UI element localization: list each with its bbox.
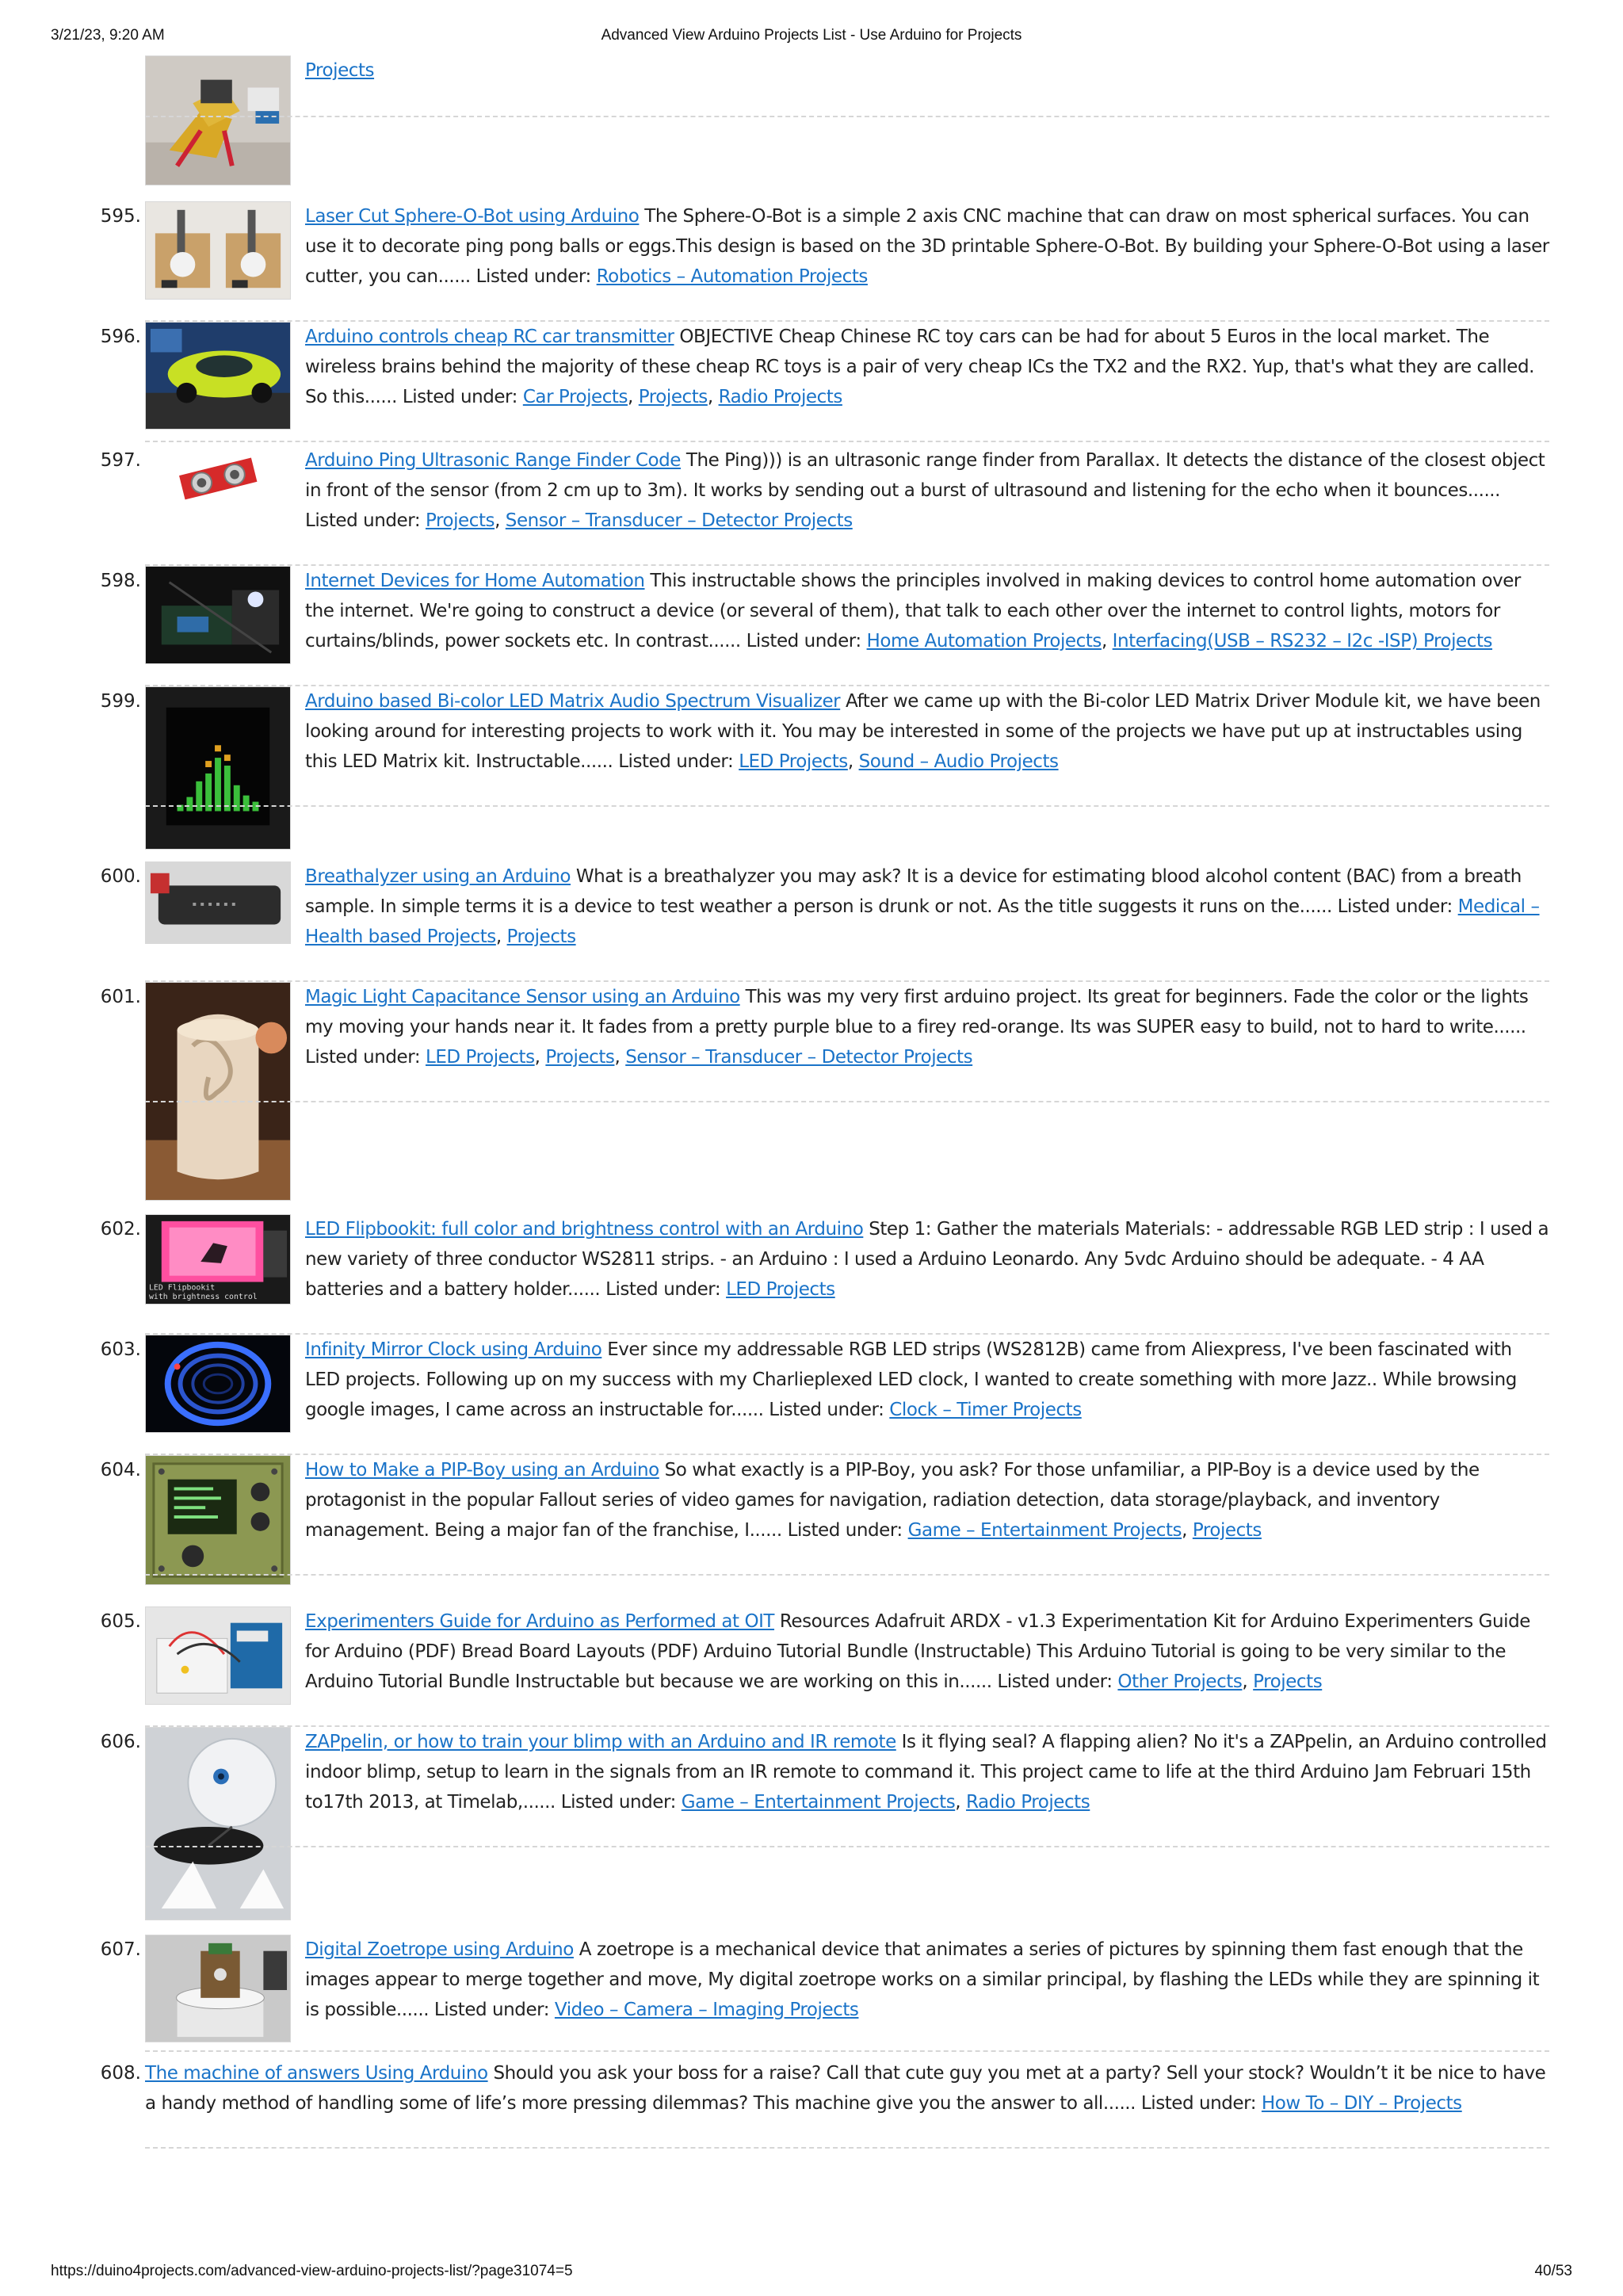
item-separator bbox=[145, 441, 1549, 442]
category-link[interactable]: Medical – Health based Projects bbox=[305, 896, 1540, 947]
item-number: 596. bbox=[100, 327, 141, 347]
item-text bbox=[305, 55, 1549, 86]
category-link[interactable]: Projects bbox=[506, 926, 576, 947]
category-link[interactable]: Projects bbox=[638, 387, 708, 407]
print-footer bbox=[51, 2263, 1572, 2283]
project-title-link[interactable]: Arduino controls cheap RC car transmitter bbox=[305, 327, 674, 347]
item-separator bbox=[145, 1101, 1549, 1102]
item-number: 608. bbox=[100, 2063, 141, 2084]
item-number: 603. bbox=[100, 1339, 141, 1360]
item-description: OBJECTIVE Cheap Chinese RC toy cars can be had for about 5 Euros in the local market. The wireless brains behind the majority of these cheap RC toys is a pair of very cheap ICs the TX2 and the RX2. Yup, that's what they are called. So this...... Listed under: bbox=[305, 327, 1534, 407]
project-thumbnail-magic-light[interactable] bbox=[145, 982, 291, 1201]
item-number: 600. bbox=[100, 866, 141, 887]
item-separator bbox=[145, 2050, 1549, 2052]
category-link[interactable]: Sound – Audio Projects bbox=[858, 751, 1059, 772]
category-link[interactable]: Game – Entertainment Projects bbox=[907, 1520, 1182, 1541]
item-description: The Ping))) is an ultrasonic range finder from Parallax. It detects the distance of the closest object in front of the sensor (from 2 cm up to 3m). It works by sending out a burst of ultrasound and listening for the echo when it bounces...... Listed under: bbox=[305, 450, 1545, 531]
item-text: ZAPpelin, or how to train your blimp with an Arduino and IR remote Is it flying seal? A flapping alien? No it's a ZAPpelin, an Arduino controlled indoor blimp, setup to learn in the signals from an IR remote to command it. This project came to life at the third Arduino Jam Februari 15th to17th 2013, at Timelab,...... Listed under: Game – Entertainment Projects, Radio Projects bbox=[305, 1732, 1547, 1813]
item-text bbox=[305, 1214, 1549, 1305]
item-text: Experimenters Guide for Arduino as Performed at OIT Resources Adafruit ARDX - v1.3 Experimentation Kit for Arduino Experimenters Guide for Arduino (PDF) Bread Board Layouts (PDF) Arduino Tutorial Bundle (Instructable) This Arduino Tutorial is going to be very similar to the Arduino Tutorial Bundle Instructable but because we are working on this in...... Listed under: Other Projects, Projects bbox=[305, 1611, 1530, 1692]
project-thumbnail-breathalyzer[interactable] bbox=[145, 861, 291, 944]
project-thumbnail-robot-spider[interactable] bbox=[145, 55, 291, 185]
item-description: After we came up with the Bi-color LED Matrix Driver Module kit, we have been looking around for interesting projects to work with it. You may be interested in some of the projects we have put up at instructables using this LED Matrix kit. Instructable...... Listed under: bbox=[305, 691, 1541, 772]
item-text: How to Make a PIP-Boy using an Arduino So what exactly is a PIP-Boy, you ask? For those unfamiliar, a PIP-Boy is a device used by the protagonist in the popular Fallout series of video games for navigation, radiation detection, data storage/playback, and inventory management. Being a major fan of the franchise, I...... Listed under: Game – Entertainment Projects, Projects bbox=[305, 1460, 1480, 1541]
item-description: Step 1: Gather the materials Materials: - addressable RGB LED strip : I used a new variety of three conductor WS2811 strips. - an Arduino : I used a Arduino Leonardo. Any 5vdc Arduino should be adequate. - 4 AA batteries and a battery holder...... Listed under: bbox=[305, 1219, 1549, 1300]
item-separator bbox=[145, 805, 1549, 807]
project-thumbnail-zappelin[interactable] bbox=[145, 1727, 291, 1920]
category-link[interactable]: Home Automation Projects bbox=[866, 631, 1102, 651]
item-description: What is a breathalyzer you may ask? It is a device for estimating blood alcohol content (BAC) from a breath sample. In simple terms it is a device to test weather a person is drunk or not. As the title suggests it runs on the...... Listed under: bbox=[305, 866, 1522, 917]
project-title-link[interactable]: Breathalyzer using an Arduino bbox=[305, 866, 571, 887]
item-description: Should you ask your boss for a raise? Call that cute guy you met at a party? Sell your stock? Wouldn’t it be nice to have a handy method of handling some of life’s more pressing dilemmas? This machine give you the answer to all...... Listed under: bbox=[145, 2063, 1546, 2114]
project-title-link[interactable]: Digital Zoetrope using Arduino bbox=[305, 1939, 574, 1960]
project-thumbnail-sphere-o-bot[interactable] bbox=[145, 201, 291, 300]
category-link[interactable]: Projects bbox=[1192, 1520, 1262, 1541]
thumb-caption-line1: LED Flipbookit bbox=[148, 1283, 216, 1293]
project-thumbnail-experimenters-guide[interactable] bbox=[145, 1606, 291, 1705]
category-link[interactable]: How To – DIY – Projects bbox=[1261, 2093, 1462, 2114]
project-thumbnail-infinity-mirror[interactable] bbox=[145, 1335, 291, 1433]
project-thumbnail-led-flipbookit[interactable] bbox=[145, 1214, 291, 1305]
project-thumbnail-rc-car[interactable] bbox=[145, 322, 291, 430]
item-text: Magic Light Capacitance Sensor using an Arduino This was my very first arduino project. Its great for beginners. Fade the color or the lights my moving your hands near it. It fades from a pretty purple blue to a firey red-orange. Its was SUPER easy to build, not to hard to write...... Listed under: LED Projects, Projects, Sensor – Transducer – Detector Projects bbox=[305, 987, 1529, 1068]
project-title-link[interactable]: Internet Devices for Home Automation bbox=[305, 571, 645, 591]
item-text bbox=[305, 1335, 1549, 1425]
category-link[interactable]: Projects bbox=[425, 510, 495, 531]
item-text: Breathalyzer using an Arduino What is a breathalyzer you may ask? It is a device for estimating blood alcohol content (BAC) from a breath sample. In simple terms it is a device to test weather a person is drunk or not. As the title suggests it runs on the...... Listed under: Medical – Health based Projects, Projects bbox=[305, 866, 1540, 947]
item-number: 597. bbox=[100, 450, 141, 471]
project-thumbnail-ping-sensor[interactable] bbox=[145, 445, 291, 510]
category-link[interactable]: Projects bbox=[1253, 1671, 1323, 1692]
category-link[interactable]: Radio Projects bbox=[965, 1792, 1090, 1813]
item-number: 599. bbox=[100, 691, 141, 712]
item-description: This instructable shows the principles involved in making devices to control home automation over the internet. We're going to construct a device (or several of them), that talk to each other over the internet to control lights, motors for curtains/blinds, power sockets etc. In contrast...... Listed under: bbox=[305, 571, 1521, 651]
project-thumbnail-home-automation[interactable] bbox=[145, 566, 291, 664]
item-number: 604. bbox=[100, 1460, 141, 1480]
item-description: This was my very first arduino project. Its great for beginners. Fade the color or the lights my moving your hands near it. It fades from a pretty purple blue to a firey red-orange. Its was SUPER easy to build, not to hard to write...... Listed under: bbox=[305, 987, 1529, 1068]
item-number: 607. bbox=[100, 1939, 141, 1960]
project-title-link[interactable]: Arduino based Bi-color LED Matrix Audio Spectrum Visualizer bbox=[305, 691, 841, 712]
project-title-link[interactable]: The machine of answers Using Arduino bbox=[145, 2063, 488, 2084]
item-separator bbox=[145, 1574, 1549, 1576]
item-number: 602. bbox=[100, 1219, 141, 1240]
project-title-link[interactable]: ZAPpelin, or how to train your blimp with an Arduino and IR remote bbox=[305, 1732, 896, 1752]
project-thumbnail-led-matrix[interactable] bbox=[145, 686, 291, 850]
item-description: Resources Adafruit ARDX - v1.3 Experimentation Kit for Arduino Experimenters Guide for Arduino (PDF) Bread Board Layouts (PDF) Arduino Tutorial Bundle (Instructable) This Arduino Tutorial is going to be very similar to the Arduino Tutorial Bundle Instructable but because we are working on this in...... Listed under: bbox=[305, 1611, 1530, 1692]
item-description: Ever since my addressable RGB LED strips (WS2812B) came from Aliexpress, I've been fascinated with LED projects. Following up on my success with my Charlieplexed LED clock, I wanted to create something with more Jazz.. While browsing google images, I came across an instructable for...... Listed under: bbox=[305, 1339, 1517, 1420]
item-description: So what exactly is a PIP-Boy, you ask? For those unfamiliar, a PIP-Boy is a device used by the protagonist in the popular Fallout series of video games for navigation, radiation detection, data storage/playback, and inventory management. Being a major fan of the franchise, I...... Listed under: bbox=[305, 1460, 1480, 1541]
category-link[interactable]: Clock – Timer Projects bbox=[889, 1400, 1082, 1420]
category-link[interactable]: Projects bbox=[545, 1047, 615, 1068]
project-title-link[interactable]: Laser Cut Sphere-O-Bot using Arduino bbox=[305, 206, 640, 227]
category-link[interactable]: LED Projects bbox=[739, 751, 848, 772]
category-link[interactable]: Car Projects bbox=[522, 387, 628, 407]
print-page-title: Advanced View Arduino Projects List - Use Arduino for Projects bbox=[601, 27, 1022, 44]
project-title-link[interactable]: LED Flipbookit: full color and brightness control with an Arduino bbox=[305, 1219, 864, 1240]
item-number: 595. bbox=[100, 206, 141, 227]
category-link[interactable]: Robotics – Automation Projects bbox=[596, 266, 868, 287]
item-number: 605. bbox=[100, 1611, 141, 1632]
item-text bbox=[305, 1935, 1549, 2025]
thumb-caption-line2: with brightness control bbox=[148, 1293, 258, 1302]
item-text: Arduino Ping Ultrasonic Range Finder Code The Ping))) is an ultrasonic range finder from Parallax. It detects the distance of the closest object in front of the sensor (from 2 cm up to 3m). It works by sending out a burst of ultrasound and listening for the echo when it bounces...... Listed under: Projects, Sensor – Transducer – Detector Projects bbox=[305, 450, 1545, 531]
category-link[interactable]: Radio Projects bbox=[718, 387, 842, 407]
item-text: Arduino controls cheap RC car transmitter OBJECTIVE Cheap Chinese RC toy cars can be had for about 5 Euros in the local market. The wireless brains behind the majority of these cheap RC toys is a pair of very cheap ICs the TX2 and the RX2. Yup, that's what they are called. So this...... Listed under: Car Projects, Projects, Radio Projects bbox=[305, 327, 1534, 407]
category-link[interactable]: Video – Camera – Imaging Projects bbox=[554, 2000, 859, 2020]
print-url: https://duino4projects.com/advanced-view-arduino-projects-list/?page31074=5 bbox=[51, 2263, 573, 2279]
item-text bbox=[305, 201, 1549, 292]
project-thumbnail-digital-zoetrope[interactable] bbox=[145, 1935, 291, 2042]
item-number: 601. bbox=[100, 987, 141, 1007]
item-description: The Sphere-O-Bot is a simple 2 axis CNC machine that can draw on most spherical surfaces. You can use it to decorate ping pong balls or eggs.This design is based on the 3D printable Sphere-O-Bot. By building your Sphere-O-Bot using a laser cutter, you can...... Listed under: bbox=[305, 206, 1549, 287]
item-description: A zoetrope is a mechanical device that animates a series of pictures by spinning them fast enough that the images appear to merge together and move, My digital zoetrope works on a similar principal, by flashing the LEDs while they are spinning it is possible...... Listed under: bbox=[305, 1939, 1540, 2020]
item-text: Internet Devices for Home Automation This instructable shows the principles involved in making devices to control home automation over the internet. We're going to construct a device (or several of them), that talk to each other over the internet to control lights, motors for curtains/blinds, power sockets etc. In contrast...... Listed under: Home Automation Projects, Interfacing(USB – RS232 – I2c -ISP) Projects bbox=[305, 571, 1521, 651]
project-title-link[interactable]: Arduino Ping Ultrasonic Range Finder Code bbox=[305, 450, 682, 471]
category-link[interactable]: Game – Entertainment Projects bbox=[681, 1792, 956, 1813]
item-separator bbox=[145, 116, 1549, 117]
print-header bbox=[51, 27, 1572, 48]
category-link[interactable]: Projects bbox=[305, 60, 375, 81]
project-title-link[interactable]: Experimenters Guide for Arduino as Performed at OIT bbox=[305, 1611, 775, 1632]
item-description: Is it flying seal? A flapping alien? No it's a ZAPpelin, an Arduino controlled indoor blimp, setup to learn in the signals from an IR remote to command it. This project came to life at the third Arduino Jam Februari 15th to17th 2013, at Timelab,...... Listed under: bbox=[305, 1732, 1547, 1813]
project-title-link[interactable]: Magic Light Capacitance Sensor using an Arduino bbox=[305, 987, 740, 1007]
item-separator bbox=[145, 2147, 1549, 2149]
project-thumbnail-pip-boy[interactable] bbox=[145, 1455, 291, 1585]
category-link[interactable]: Sensor – Transducer – Detector Projects bbox=[505, 510, 853, 531]
category-link[interactable]: Other Projects bbox=[1117, 1671, 1243, 1692]
item-number: 606. bbox=[100, 1732, 141, 1752]
category-link[interactable]: Interfacing(USB – RS232 – I2c -ISP) Projects bbox=[1112, 631, 1493, 651]
project-title-link[interactable]: Infinity Mirror Clock using Arduino bbox=[305, 1339, 602, 1360]
page-counter: 40/53 bbox=[1534, 2263, 1572, 2279]
category-link[interactable]: LED Projects bbox=[726, 1279, 835, 1300]
project-title-link[interactable]: How to Make a PIP-Boy using an Arduino bbox=[305, 1460, 659, 1480]
item-text bbox=[145, 2058, 1549, 2118]
category-link[interactable]: LED Projects bbox=[425, 1047, 535, 1068]
print-date: 3/21/23, 9:20 AM bbox=[51, 27, 165, 44]
category-link[interactable]: Sensor – Transducer – Detector Projects bbox=[625, 1047, 973, 1068]
item-text: Arduino based Bi-color LED Matrix Audio Spectrum Visualizer After we came up with the Bi-color LED Matrix Driver Module kit, we have been looking around for interesting projects to work with it. You may be interested in some of the projects we have put up at instructables using this LED Matrix kit. Instructable...... Listed under: LED Projects, Sound – Audio Projects bbox=[305, 691, 1541, 772]
item-number: 598. bbox=[100, 571, 141, 591]
item-separator bbox=[145, 1846, 1549, 1847]
